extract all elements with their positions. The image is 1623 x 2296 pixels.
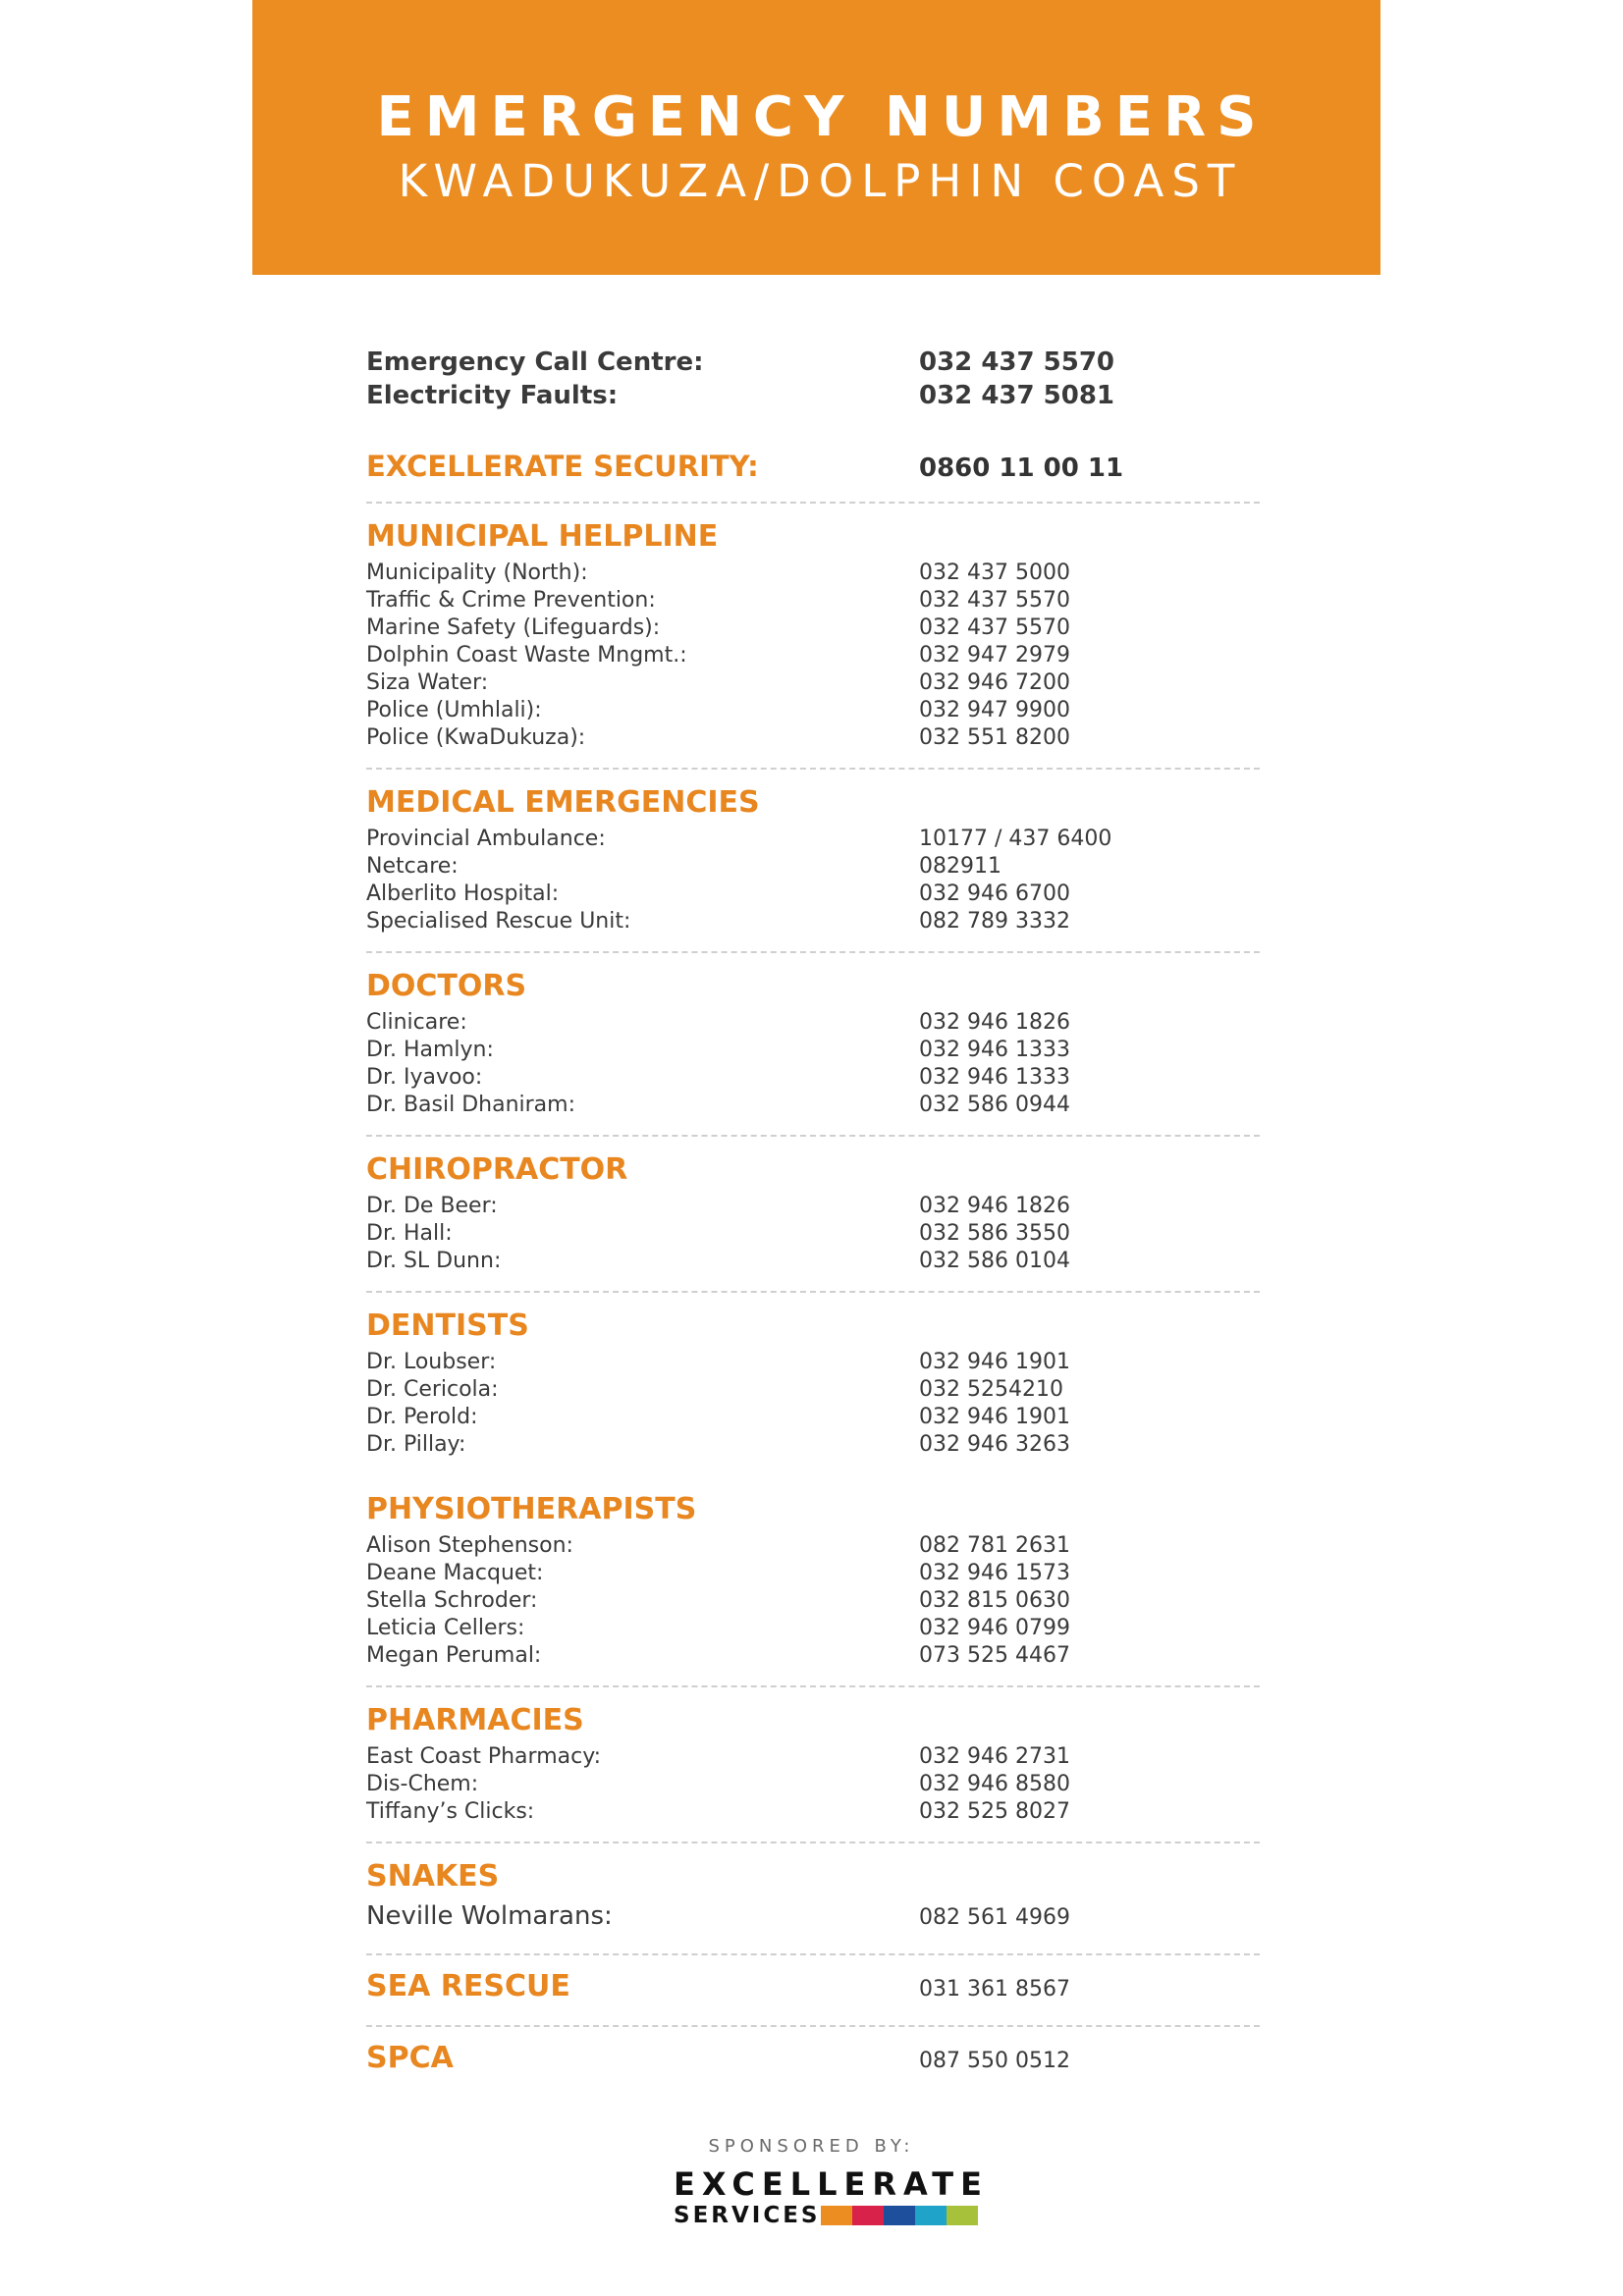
logo-color-swatch <box>884 2206 915 2225</box>
item-number: 032 946 3263 <box>919 1432 1070 1457</box>
section-title-physio: PHYSIOTHERAPISTS <box>366 1492 697 1526</box>
item-label: Dis-Chem: <box>366 1772 479 1796</box>
item-label: Marine Safety (Lifeguards): <box>366 615 661 640</box>
item-label: Dr. Loubser: <box>366 1350 497 1374</box>
item-label: East Coast Pharmacy: <box>366 1744 602 1769</box>
section-items-medical <box>366 826 1260 935</box>
item-number: 032 525 8027 <box>919 1799 1070 1824</box>
list-item <box>366 1615 1260 1642</box>
item-label: Tiffany’s Clicks: <box>366 1799 535 1824</box>
section-divider <box>366 951 1260 953</box>
item-number: 032 946 6700 <box>919 881 1070 906</box>
list-item <box>366 1009 1260 1037</box>
item-number: 032 946 2731 <box>919 1744 1070 1769</box>
section-divider <box>366 1842 1260 1843</box>
list-item <box>366 1642 1260 1670</box>
item-label: Dr. Iyavoo: <box>366 1065 483 1090</box>
list-item <box>366 881 1260 908</box>
contact-number: 032 437 5570 <box>919 347 1115 377</box>
list-item <box>366 1248 1260 1275</box>
item-number: 032 946 1333 <box>919 1038 1070 1062</box>
excellerate-logo <box>674 2167 989 2228</box>
item-label: Dr. SL Dunn: <box>366 1249 502 1273</box>
contact-row <box>366 346 1260 379</box>
list-item <box>366 1896 1260 1938</box>
list-item <box>366 1743 1260 1771</box>
item-number: 032 946 8580 <box>919 1772 1070 1796</box>
logo-color-swatch <box>852 2206 884 2225</box>
list-item <box>366 1193 1260 1220</box>
item-number: 032 946 1901 <box>919 1405 1070 1429</box>
sponsored-by-label: SPONSORED BY: <box>708 2136 915 2157</box>
item-number: 10177 / 437 6400 <box>919 827 1112 851</box>
sponsor-footer <box>0 2136 1623 2228</box>
list-item <box>366 1587 1260 1615</box>
item-label: Megan Perumal: <box>366 1643 542 1668</box>
list-item <box>366 1431 1260 1459</box>
logo-wordmark: EXCELLERATE <box>674 2165 989 2203</box>
item-number: 032 586 0944 <box>919 1093 1070 1117</box>
list-item <box>366 1771 1260 1798</box>
item-label: Dr. Cericola: <box>366 1377 499 1402</box>
list-item <box>366 853 1260 881</box>
section-title-pharmacies: PHARMACIES <box>366 1703 584 1737</box>
section-title-municipal: MUNICIPAL HELPLINE <box>366 519 719 554</box>
security-row <box>366 447 1260 488</box>
item-number: 082 789 3332 <box>919 909 1070 934</box>
page-subtitle: KWADUKUZA/DOLPHIN COAST <box>398 155 1243 207</box>
page-title: EMERGENCY NUMBERS <box>376 85 1268 149</box>
list-item <box>366 1092 1260 1119</box>
list-item <box>366 560 1260 587</box>
list-item <box>366 1037 1260 1064</box>
item-label: Siza Water: <box>366 670 489 695</box>
list-item <box>366 1349 1260 1376</box>
list-item <box>366 1798 1260 1826</box>
logo-color-swatch <box>821 2206 852 2225</box>
item-label: Neville Wolmarans: <box>366 1901 613 1931</box>
item-label: Traffic & Crime Prevention: <box>366 588 656 613</box>
item-label: Provincial Ambulance: <box>366 827 606 851</box>
section-divider <box>366 1685 1260 1687</box>
item-number: 032 947 2979 <box>919 643 1070 667</box>
header-banner <box>252 0 1380 275</box>
list-item <box>366 1220 1260 1248</box>
item-label: Police (Umhlali): <box>366 698 542 722</box>
item-label: Dr. Hamlyn: <box>366 1038 494 1062</box>
item-number: 032 946 1901 <box>919 1350 1070 1374</box>
item-label: Dr. Hall: <box>366 1221 453 1246</box>
section-divider <box>366 1953 1260 1955</box>
list-item <box>366 1404 1260 1431</box>
logo-color-swatch <box>915 2206 947 2225</box>
item-number: 032 946 1573 <box>919 1561 1070 1585</box>
item-label: Dr. Basil Dhaniram: <box>366 1093 575 1117</box>
section-title-chiropractor: CHIROPRACTOR <box>366 1152 628 1187</box>
section-items-municipal <box>366 560 1260 752</box>
item-label: Police (KwaDukuza): <box>366 725 586 750</box>
contact-row <box>366 379 1260 412</box>
contact-label: Electricity Faults: <box>366 381 619 410</box>
section-divider <box>366 768 1260 770</box>
item-number: 032 5254210 <box>919 1377 1063 1402</box>
section-divider <box>366 502 1260 504</box>
section-divider <box>366 1135 1260 1137</box>
section-items-chiropractor <box>366 1193 1260 1275</box>
contact-label: Emergency Call Centre: <box>366 347 704 377</box>
item-number: 032 946 7200 <box>919 670 1070 695</box>
item-number: 032 946 1333 <box>919 1065 1070 1090</box>
list-item <box>366 614 1260 642</box>
logo-services-row <box>674 2203 989 2228</box>
item-number: 082911 <box>919 854 1001 879</box>
item-number: 032 437 5570 <box>919 615 1070 640</box>
item-number: 031 361 8567 <box>919 1977 1070 2002</box>
item-number: 032 437 5570 <box>919 588 1070 613</box>
logo-services-text: SERVICES <box>674 2203 821 2228</box>
item-label: Specialised Rescue Unit: <box>366 909 631 934</box>
item-label: Alison Stephenson: <box>366 1533 573 1558</box>
item-number: 032 946 1826 <box>919 1194 1070 1218</box>
item-label: Dr. Perold: <box>366 1405 478 1429</box>
list-item <box>366 587 1260 614</box>
list-item <box>366 724 1260 752</box>
contact-number: 032 437 5081 <box>919 381 1115 410</box>
security-label: EXCELLERATE SECURITY: <box>366 450 759 483</box>
section-title-snakes: SNAKES <box>366 1859 500 1894</box>
list-item <box>366 826 1260 853</box>
section-divider <box>366 1291 1260 1293</box>
list-item <box>366 1064 1260 1092</box>
item-label: Dolphin Coast Waste Mngmt.: <box>366 643 687 667</box>
logo-color-swatch <box>947 2206 978 2225</box>
contact-list <box>366 346 1260 2081</box>
item-number: 087 550 0512 <box>919 2049 1070 2073</box>
section-items-pharmacies <box>366 1743 1260 1826</box>
item-number: 032 947 9900 <box>919 698 1070 722</box>
item-label: Dr. De Beer: <box>366 1194 498 1218</box>
item-label: Leticia Cellers: <box>366 1616 525 1640</box>
item-label: Deane Macquet: <box>366 1561 544 1585</box>
security-number: 0860 11 00 11 <box>919 454 1124 483</box>
item-label: Netcare: <box>366 854 459 879</box>
item-number: 032 586 3550 <box>919 1221 1070 1246</box>
list-item <box>366 697 1260 724</box>
item-label: Alberlito Hospital: <box>366 881 560 906</box>
item-number: 032 551 8200 <box>919 725 1070 750</box>
section-title-sea-rescue: SEA RESCUE <box>366 1969 570 2003</box>
section-title-spca: SPCA <box>366 2041 454 2075</box>
list-item <box>366 1532 1260 1560</box>
item-number: 032 946 1826 <box>919 1010 1070 1035</box>
section-title-dentists: DENTISTS <box>366 1308 529 1343</box>
list-item <box>366 1376 1260 1404</box>
section-items-doctors <box>366 1009 1260 1119</box>
section-divider <box>366 2025 1260 2027</box>
item-label: Dr. Pillay: <box>366 1432 466 1457</box>
section-items-physio <box>366 1532 1260 1670</box>
spca-row <box>366 2039 1260 2081</box>
item-number: 032 946 0799 <box>919 1616 1070 1640</box>
item-number: 082 781 2631 <box>919 1533 1070 1558</box>
list-item <box>366 642 1260 669</box>
item-number: 032 437 5000 <box>919 561 1070 585</box>
item-label: Municipality (North): <box>366 561 588 585</box>
item-number: 032 586 0104 <box>919 1249 1070 1273</box>
section-title-medical: MEDICAL EMERGENCIES <box>366 785 760 820</box>
list-item <box>366 1560 1260 1587</box>
sea-rescue-row <box>366 1967 1260 2009</box>
item-number: 032 815 0630 <box>919 1588 1070 1613</box>
item-label: Stella Schroder: <box>366 1588 538 1613</box>
section-items-dentists <box>366 1349 1260 1459</box>
list-item <box>366 669 1260 697</box>
item-label: Clinicare: <box>366 1010 467 1035</box>
item-number: 073 525 4467 <box>919 1643 1070 1668</box>
item-number: 082 561 4969 <box>919 1905 1070 1930</box>
section-title-doctors: DOCTORS <box>366 969 527 1003</box>
list-item <box>366 908 1260 935</box>
